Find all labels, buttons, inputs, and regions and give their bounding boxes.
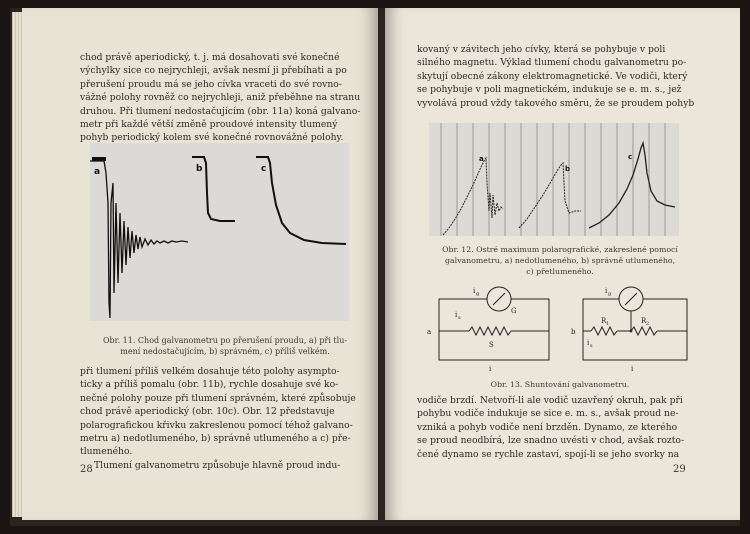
text-line: vážné polohy rovněž co nejrychleji, aniž přeběhne na stranu (80, 92, 361, 104)
text-line: se proud neodbírá, lze snadno uvésti v chod, avšak rozto- (417, 435, 685, 447)
figure-13-caption: Obr. 13. Shuntování galvanometru. (490, 380, 630, 389)
figure-label: c (628, 153, 633, 161)
caption-line: mení nedostačujícím, b) správném, c) příliš velkém. (120, 347, 330, 356)
circuit-label: a (427, 328, 432, 336)
text-line: kovaný v závitech jeho cívky, která se pohybuje v poli (417, 44, 666, 55)
left-bottom-paragraph (80, 365, 362, 472)
circuit-label: b (571, 328, 576, 336)
circuit-label: s (590, 343, 593, 349)
text-line: vodiče brzdí. Netvoří-li ale vodič uzavřený okruh, pak při (417, 395, 683, 406)
circuit-label: G (511, 307, 517, 315)
text-line: vyvolává proud vždy takového směru, že se proudem pohyb (417, 97, 695, 109)
circuit-label: 1 (606, 321, 610, 327)
page-number: 28 (80, 464, 93, 475)
text-line: Tlumení galvanometru způsobuje hlavně proud indu- (94, 459, 341, 471)
circuit-label: i (473, 287, 476, 295)
figure-label: b (196, 164, 203, 174)
figure-12-caption (415, 244, 705, 277)
text-line: ticky a příliš pomalu (obr. 11b), rychle dosahuje své ko- (80, 379, 339, 391)
text-line: silného magnetu. Výklad tlumení chodu galvanometru po- (417, 57, 687, 69)
circuit-label: 2 (646, 321, 650, 327)
text-line: metru a) nedotlumeného, b) správně utlumeného a c) pře- (80, 433, 351, 445)
figure-11-damping-oscillogram (90, 143, 349, 321)
text-line: chod právě aperiodický (obr. 10c). Obr. 12 představuje (80, 406, 335, 418)
circuit-label: R (601, 317, 607, 325)
left-page (22, 8, 378, 520)
left-top-paragraph (80, 51, 362, 145)
circuit-label: i (455, 311, 458, 319)
text-line: polarografickou křivku zakreslenou pomocí téhož galvano- (80, 419, 353, 431)
text-line: skytují obecné zákony elektromagnetické. Ve vodiči, který (417, 70, 688, 82)
text-line: vzniká a pohyb vodiče není brzděn. Dynamo, ze kterého (417, 421, 678, 433)
text-line: při tlumení příliš velkém dosahuje této polohy asympto- (80, 366, 340, 377)
circuit-label: R (641, 317, 647, 325)
circuit-label: S (489, 341, 494, 349)
right-bottom-paragraph (417, 394, 697, 461)
caption-line: c) přetlumeného. (526, 267, 594, 276)
text-line: čené dynamo se rychle zastaví, spojí-li se jeho svorky na (417, 448, 680, 460)
caption-line: Obr. 11. Chod galvanometru po přerušení proudu, a) při tlu- (102, 336, 348, 345)
page-number: 29 (673, 464, 686, 475)
caption-line: galvanometru, a) nedotlumeného, b) správně utlumeného, (444, 256, 676, 265)
figure-label: a (479, 155, 484, 163)
text-line: nečné polohy pouze při tlumení správném, které způsobuje (80, 392, 356, 404)
right-page (385, 8, 740, 520)
text-line: metr při každé větší změně proudové intensity tlumený (80, 119, 338, 131)
caption-line: Obr. 12. Ostré maximum polarografické, zakreslené pomocí (442, 245, 678, 254)
circuit-label: i (587, 339, 590, 347)
circuit-label: g (608, 291, 612, 297)
circuit-label: s (458, 315, 461, 321)
right-top-paragraph (417, 43, 697, 110)
text-line: se pohybuje v poli magnetickém, indukuje se e. m. s., jež (417, 84, 682, 96)
text-line: tlumeného. (80, 446, 133, 458)
circuit-label: i (489, 365, 492, 373)
text-line: přerušení proudu má se jeho cívka vraceti do své rovno- (80, 78, 342, 90)
figure-label: c (261, 164, 267, 174)
figure-label: b (565, 165, 571, 173)
text-line: druhou. Při tlumení nedostačujícím (obr. 11a) koná galvano- (80, 105, 361, 117)
circuit-label: g (476, 291, 480, 297)
figure-label: a (94, 167, 101, 177)
figure-12-polarographic-curves (429, 123, 679, 236)
text-line: pohyb periodický kolem své konečné rovnovážné polohy. (80, 132, 344, 144)
figure-13-shunt-circuits (425, 283, 697, 373)
circuit-label: i (631, 365, 634, 373)
circuit-label: i (605, 287, 608, 295)
figure-11-caption (80, 335, 370, 357)
text-line: pohybu vodiče indukuje se sice e. m. s., avšak proud ne- (417, 408, 679, 420)
text-line: výchylky sice co nejrychleji, avšak nesmí ji přebíhati a po (80, 65, 347, 77)
text-line: chod právě aperiodický, t. j. má dosahovati své konečné (80, 52, 340, 63)
